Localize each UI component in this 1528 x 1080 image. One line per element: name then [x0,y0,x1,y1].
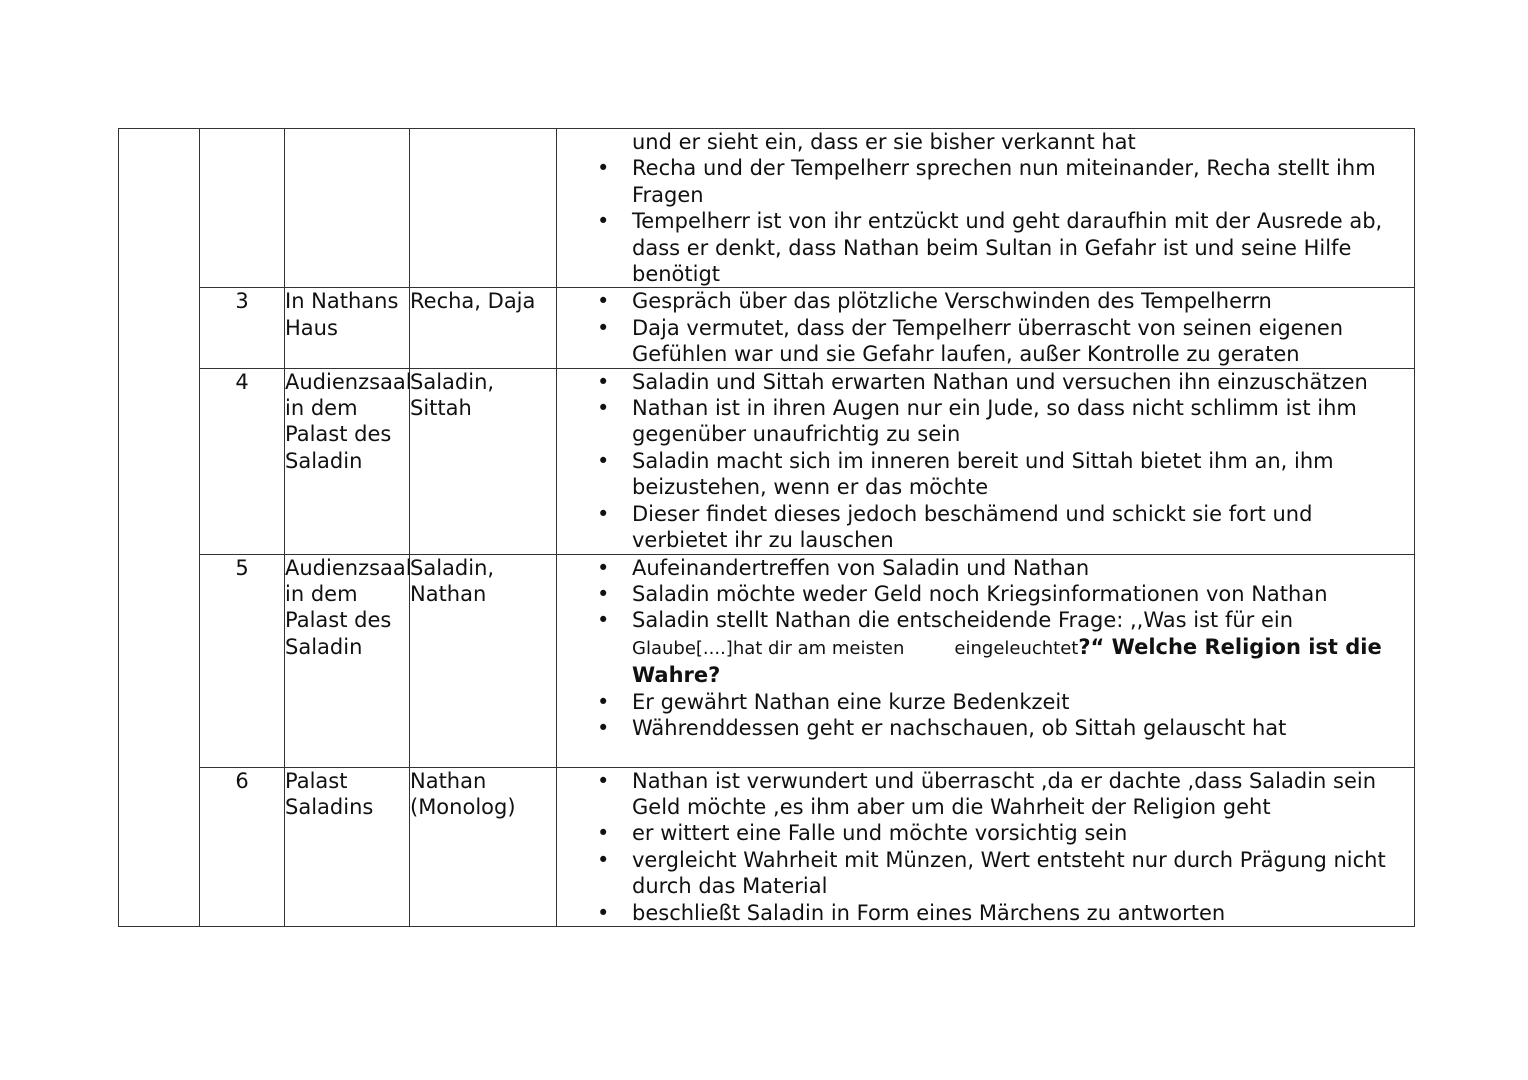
scene-persons: Saladin, Nathan [410,554,557,767]
scene-content [557,554,1415,767]
table-row [119,554,1415,767]
content-list [557,369,1414,554]
question-bold: ?“ Welche Religion ist die Wahre? [632,634,1382,688]
list-item: und er sieht ein, dass er sie bisher verkannt hat [632,130,1136,154]
table-row [119,368,1415,554]
list-item: • Nathan ist verwundert und überrascht ,da er dachte ,dass Saladin sein Geld möchte ,es ihm aber um die Wahrheit der Religion geht [557,768,1414,821]
scene-number: 6 [200,767,285,926]
list-item: • er wittert eine Falle und möchte vorsichtig sein [557,820,1414,846]
list-item: • Aufeinandertreffen von Saladin und Nathan [557,555,1414,581]
scene-persons: Recha, Daja [410,288,557,368]
list-item: • Daja vermutet, dass der Tempelherr überrascht von seinen eigenen Gefühlen war und sie Gefahr laufen, außer Kontrolle zu geraten [557,315,1414,368]
list-item: • Saladin und Sittah erwarten Nathan und versuchen ihn einzuschätzen [557,369,1414,395]
scene-number: 4 [200,368,285,554]
list-item: • Nathan ist in ihren Augen nur ein Jude, so dass nicht schlimm ist ihm gegenüber unaufrichtig zu sein [557,395,1414,448]
list-item: • Tempelherr ist von ihr entzückt und geht daraufhin mit der Ausrede ab, dass er denkt, dass Nathan beim Sultan in Gefahr ist und seine Hilfe benötigt [557,208,1414,287]
question-intro: Saladin stellt Nathan die entscheidende Frage: ,,Was ist für ein [632,608,1294,633]
content-list [557,129,1414,287]
list-item: • Währenddessen geht er nachschauen, ob Sittah gelauscht hat [557,715,1414,741]
scene-content [557,129,1415,288]
list-item: • Recha und der Tempelherr sprechen nun miteinander, Recha stellt ihm Fragen [557,155,1414,208]
scene-persons: Nathan (Monolog) [410,767,557,926]
content-list [557,288,1414,367]
empty-column-cell [119,129,200,927]
list-item: • Gespräch über das plötzliche Verschwinden des Tempelherrn [557,288,1414,314]
scene-content [557,288,1415,368]
list-item: • Er gewährt Nathan eine kurze Bedenkzeit [557,689,1414,715]
list-item: • Saladin macht sich im inneren bereit und Sittah bietet ihm an, ihm beizustehen, wenn er das möchte [557,448,1414,501]
question-quote-a: Glaube[....]hat dir am meisten [632,637,905,659]
content-list [557,768,1414,926]
list-item: • Dieser findet dieses jedoch beschämend und schickt sie fort und verbietet ihr zu lauschen [557,501,1414,554]
list-item: • beschließt Saladin in Form eines Märchens zu antworten [557,900,1414,926]
scene-location: Palast Saladins [285,767,410,926]
scene-number: 3 [200,288,285,368]
scene-number [200,129,285,288]
question-quote-b: eingeleuchtet [954,637,1079,659]
table-row [119,129,1415,288]
scene-content [557,368,1415,554]
list-item: • Saladin möchte weder Geld noch Kriegsinformationen von Nathan [557,581,1414,607]
list-item [557,607,1414,688]
table-row [119,767,1415,926]
content-list [557,555,1414,742]
scene-persons: Saladin, Sittah [410,368,557,554]
scene-location: Audienzsaal in dem Palast des Saladin [285,554,410,767]
scene-location: In Nathans Haus [285,288,410,368]
scene-location: Audienzsaal in dem Palast des Saladin [285,368,410,554]
scene-number: 5 [200,554,285,767]
scene-table [118,128,1415,927]
list-item: • vergleicht Wahrheit mit Münzen, Wert entsteht nur durch Prägung nicht durch das Material [557,847,1414,900]
scene-location [285,129,410,288]
scene-persons [410,129,557,288]
table-row [119,288,1415,368]
scene-content [557,767,1415,926]
